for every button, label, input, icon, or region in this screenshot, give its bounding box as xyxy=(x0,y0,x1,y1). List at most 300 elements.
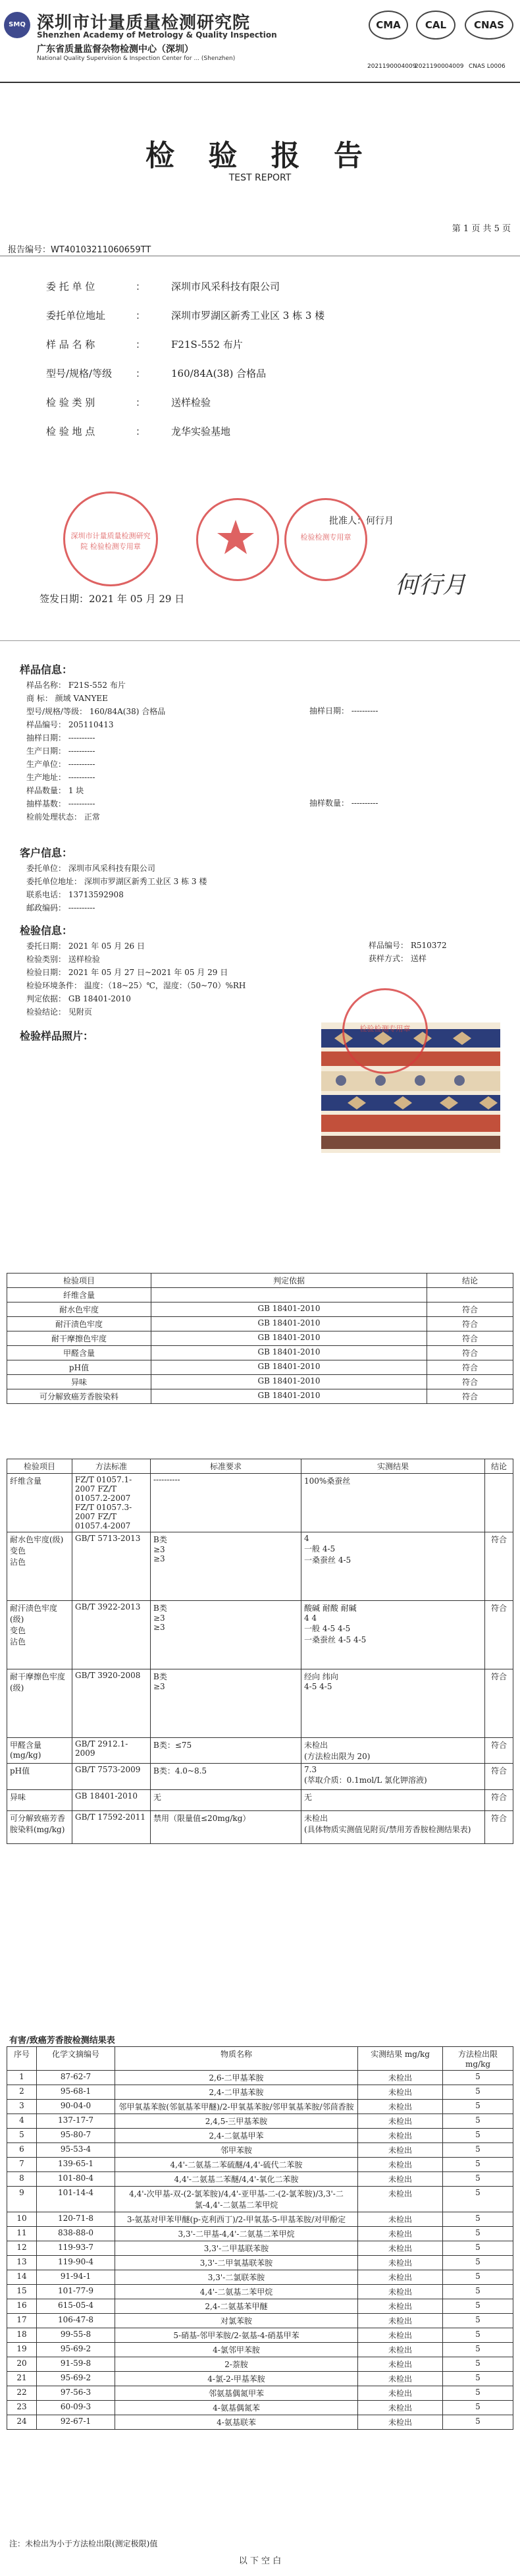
table-cell: 符合 xyxy=(485,1532,513,1601)
kv-value: ---------- xyxy=(68,903,95,912)
table-cell: pH值 xyxy=(7,1360,151,1375)
table-cell: 甲醛含量 xyxy=(7,1346,151,1360)
detail-body xyxy=(7,1474,513,1844)
table-cell: 未检出 xyxy=(358,2270,443,2285)
kv-label: 样品数量： xyxy=(26,786,66,795)
info-value: 深圳市风采科技有限公司 xyxy=(171,281,280,293)
table-cell: GB/T 7573-2009 xyxy=(72,1764,151,1790)
table-cell: 未检出 xyxy=(358,2114,443,2129)
approver-name: 何行月 xyxy=(366,516,394,526)
table-cell: 2 xyxy=(7,2085,37,2100)
table-cell: 91-59-8 xyxy=(37,2357,115,2372)
cnas-cert-icon: CNAS xyxy=(465,11,513,40)
table-cell: 3 xyxy=(7,2100,37,2114)
table-row xyxy=(7,2158,513,2172)
table-cell: 未检出 (方法检出限为 20) xyxy=(301,1738,485,1764)
table-row xyxy=(7,1317,513,1331)
test-row xyxy=(26,939,369,953)
table-cell: 8 xyxy=(7,2172,37,2187)
table-cell: 13 xyxy=(7,2256,37,2270)
table-row xyxy=(7,2085,513,2100)
kv-value: 颜域 VANYEE xyxy=(55,694,108,703)
table-row xyxy=(7,2241,513,2256)
report-title-en: TEST REPORT xyxy=(228,173,292,183)
table-cell: 未检出 xyxy=(358,2386,443,2401)
table-cell: 5 xyxy=(443,2187,513,2212)
table-cell: 符合 xyxy=(427,1389,513,1404)
kv-label: 商 标： xyxy=(26,694,53,703)
column-header: 序号 xyxy=(7,2047,37,2071)
table-cell: 95-53-4 xyxy=(37,2143,115,2158)
sample-row xyxy=(26,744,316,758)
table-cell: 12 xyxy=(7,2241,37,2256)
table-cell: 3-氨基对甲苯甲醚(p-克利西丁)/2-甲氧基-5-甲基苯胺/对甲酚定 xyxy=(115,2212,358,2227)
amine-note: 注：未检出为小于方法检出限(测定极限)值 xyxy=(9,2539,158,2548)
table-cell: 符合 xyxy=(485,1764,513,1790)
table-cell: 5 xyxy=(443,2212,513,2227)
table-cell: 18 xyxy=(7,2328,37,2343)
table-row xyxy=(7,1532,513,1601)
table-cell: GB/T 2912.1-2009 xyxy=(72,1738,151,1764)
table-cell: 4-氨基偶氮苯 xyxy=(115,2401,358,2415)
info-value: 龙华实验基地 xyxy=(171,426,231,437)
table-row xyxy=(7,2071,513,2085)
table-row xyxy=(7,1360,513,1375)
table-cell: 对氯苯胺 xyxy=(115,2314,358,2328)
table-cell: 未检出 xyxy=(358,2085,443,2100)
sample-row xyxy=(26,797,316,810)
sample-row xyxy=(26,705,316,718)
approver-signature: 何行月 xyxy=(395,572,467,599)
kv-value: ---------- xyxy=(68,799,95,808)
table-cell: 3,3'-二甲基-4,4'-二氨基二苯甲烷 xyxy=(115,2227,358,2241)
table-row xyxy=(7,2299,513,2314)
table-row xyxy=(7,2143,513,2158)
column-header: 物质名称 xyxy=(115,2047,358,2071)
end-of-report: 以 下 空 白 xyxy=(238,2556,282,2566)
table-cell: 87-62-7 xyxy=(37,2071,115,2085)
kv-label: 检验环境条件： xyxy=(26,981,82,990)
table-cell: 5 xyxy=(443,2270,513,2285)
report-no xyxy=(8,242,151,255)
table-cell: 7.3 (萃取介质：0.1mol/L 氯化钾溶液) xyxy=(301,1764,485,1790)
table-cell: 838-88-0 xyxy=(37,2227,115,2241)
table-cell: 615-05-4 xyxy=(37,2299,115,2314)
table-cell: 2,6-二甲基苯胺 xyxy=(115,2071,358,2085)
kv-value: 1 块 xyxy=(68,786,84,795)
table-cell: 可分解致癌芳香胺染料 xyxy=(7,1389,151,1404)
table-cell: 异味 xyxy=(7,1790,72,1811)
kv-label: 委托单位地址： xyxy=(26,877,82,886)
table-cell: 未检出 xyxy=(358,2299,443,2314)
table-cell: 5 xyxy=(443,2415,513,2430)
table-cell: 5 xyxy=(443,2129,513,2143)
table-cell: 符合 xyxy=(427,1331,513,1346)
kv-value: 温度：（18~25）℃，湿度：（50~70）%RH xyxy=(84,981,246,990)
test-row xyxy=(26,1005,369,1019)
table-cell: 4 一般 4-5 一桑蚕丝 4-5 xyxy=(301,1532,485,1601)
client-info-heading: 客户信息： xyxy=(20,847,73,859)
table-cell: B类：≤75 xyxy=(151,1738,301,1764)
table-cell: 未检出 xyxy=(358,2172,443,2187)
table-cell: 5 xyxy=(7,2129,37,2143)
header-divider xyxy=(0,82,520,83)
table-cell: 符合 xyxy=(427,1346,513,1360)
table-row xyxy=(7,2187,513,2212)
kv-value: 160/84A(38) 合格品 xyxy=(89,707,166,716)
table-cell: 无 xyxy=(301,1790,485,1811)
table-cell: 91-94-1 xyxy=(37,2270,115,2285)
table-cell: 未检出 xyxy=(358,2143,443,2158)
table-row xyxy=(7,2357,513,2372)
table-cell: 经向 纬向 4-5 4-5 xyxy=(301,1669,485,1738)
sample-row xyxy=(26,679,316,692)
info-row-category: 检 验 类 别 ： 送样检验 xyxy=(46,397,211,408)
table-row xyxy=(7,2100,513,2114)
report-no-label: 报告编号： xyxy=(8,245,51,255)
column-header: 判定依据 xyxy=(151,1274,427,1288)
info-value: F21S-552 布片 xyxy=(171,339,243,350)
kv-value: 送样 xyxy=(410,954,427,963)
table-cell: 95-80-7 xyxy=(37,2129,115,2143)
center-seal xyxy=(196,498,279,581)
info-label: 委托单位地址 xyxy=(46,310,106,322)
table-cell: 10 xyxy=(7,2212,37,2227)
column-header: 实测结果 mg/kg xyxy=(358,2047,443,2071)
table-cell: 23 xyxy=(7,2401,37,2415)
table-row xyxy=(7,1738,513,1764)
org-seal-text: 深圳市计量质量检测研究院 检验检测专用章 xyxy=(70,532,151,551)
info-row-sample: 样 品 名 称 ： F21S-552 布片 xyxy=(46,339,243,350)
table-cell: 139-65-1 xyxy=(37,2158,115,2172)
info-label: 检 验 类 别 xyxy=(46,397,95,408)
table-cell: 14 xyxy=(7,2270,37,2285)
table-row xyxy=(7,2227,513,2241)
table-row xyxy=(7,1389,513,1404)
table-cell: 未检出 xyxy=(358,2212,443,2227)
table-cell: 5 xyxy=(443,2158,513,2172)
table-cell: 纤维含量 xyxy=(7,1474,72,1532)
kv-value: 正常 xyxy=(84,812,100,822)
table-header-row xyxy=(7,2047,513,2071)
table-cell: 未检出 xyxy=(358,2401,443,2415)
org-seal xyxy=(63,491,158,586)
table-row xyxy=(7,2328,513,2343)
table-cell: 未检出 xyxy=(358,2285,443,2299)
kv-label: 检验日期： xyxy=(26,968,66,977)
sample-row xyxy=(26,692,316,705)
table-cell: 5 xyxy=(443,2401,513,2415)
table-cell: 20 xyxy=(7,2357,37,2372)
table-cell: 6 xyxy=(7,2143,37,2158)
kv-label: 样品名称： xyxy=(26,681,66,690)
table-row xyxy=(7,1474,513,1532)
table-cell: 16 xyxy=(7,2299,37,2314)
table-cell: 19 xyxy=(7,2343,37,2357)
kv-label: 委托单位： xyxy=(26,864,66,873)
table-cell: 邻甲氧基苯胺(邻氨基苯甲醚)/2-甲氧基苯胺/邻甲氧基苯胺/邻茴香胺 xyxy=(115,2100,358,2114)
kv-value: 205110413 xyxy=(68,720,114,729)
table-cell: 2,4,5-三甲基苯胺 xyxy=(115,2114,358,2129)
kv-label: 检验结论： xyxy=(26,1007,66,1017)
center-name-en: National Quality Supervision & Inspection Center for ... (Shenzhen) xyxy=(37,55,236,62)
table-cell: GB 18401-2010 xyxy=(151,1302,427,1317)
table-cell: B类：4.0~8.5 xyxy=(151,1764,301,1790)
sample-row xyxy=(26,731,316,744)
table-cell: 5 xyxy=(443,2343,513,2357)
client-info-block xyxy=(26,862,395,914)
table-cell: 酸碱 耐酸 耐碱 4 4 一般 4-5 4-5 一桑蚕丝 4-5 4-5 xyxy=(301,1601,485,1669)
table-cell: GB/T 3920-2008 xyxy=(72,1669,151,1738)
table-cell: 17 xyxy=(7,2314,37,2328)
kv-value: 送样检验 xyxy=(68,955,100,964)
kv-label: 样品编号： xyxy=(26,720,66,729)
table-cell: 4,4'-二氨基二苯甲烷 xyxy=(115,2285,358,2299)
table-cell: 2,4-二氨基甲苯 xyxy=(115,2129,358,2143)
info-label: 委 托 单 位 xyxy=(46,281,95,293)
table-cell: 符合 xyxy=(427,1375,513,1389)
table-cell: 5 xyxy=(443,2386,513,2401)
cal-cert-icon: CAL xyxy=(416,11,455,40)
sample-info-heading: 样品信息： xyxy=(20,663,73,676)
test-row xyxy=(26,992,369,1005)
table-cell: GB 18401-2010 xyxy=(151,1317,427,1331)
table-cell: 未检出 xyxy=(358,2343,443,2357)
table-cell: 4-氯-2-甲基苯胺 xyxy=(115,2372,358,2386)
table-cell: 符合 xyxy=(427,1302,513,1317)
table-cell: 4 xyxy=(7,2114,37,2129)
column-header: 检验项目 xyxy=(7,1459,72,1474)
table-cell: 90-04-0 xyxy=(37,2100,115,2114)
kv-value: ---------- xyxy=(351,798,378,808)
table-cell: 邻甲苯胺 xyxy=(115,2143,358,2158)
table-cell: GB 18401-2010 xyxy=(151,1375,427,1389)
kv-label: 抽样日期： xyxy=(26,733,66,742)
report-title: 检 验 报 告 xyxy=(145,139,375,173)
kv-label: 联系电话： xyxy=(26,890,66,899)
table-cell: 5 xyxy=(443,2085,513,2100)
table-cell: 137-17-7 xyxy=(37,2114,115,2129)
table-cell: 禁用（限量值≤20mg/kg） xyxy=(151,1811,301,1844)
client-row xyxy=(26,888,395,901)
table-cell: GB 18401-2010 xyxy=(151,1331,427,1346)
sample-method xyxy=(369,953,427,964)
sample-info-block xyxy=(26,679,316,824)
info-value: 深圳市罗湖区新秀工业区 3 栋 3 楼 xyxy=(171,310,325,322)
sample-row xyxy=(26,784,316,797)
table-cell: 22 xyxy=(7,2386,37,2401)
table-cell: GB/T 3922-2013 xyxy=(72,1601,151,1669)
table-cell: 3,3'-二氯联苯胺 xyxy=(115,2270,358,2285)
table-cell: 纤维含量 xyxy=(7,1288,151,1302)
smq-logo: SMQ xyxy=(4,12,30,38)
table-row xyxy=(7,1346,513,1360)
table-cell: GB 18401-2010 xyxy=(151,1389,427,1404)
table-cell: 耐水色牢度(级) 变色 沾色 xyxy=(7,1532,72,1601)
amine-heading: 有害/致癌芳香胺检测结果表 xyxy=(9,2036,115,2046)
kv-label: 型号/规格/等级： xyxy=(26,707,88,716)
table-cell: 甲醛含量(mg/kg) xyxy=(7,1738,72,1764)
column-header: 化学文摘编号 xyxy=(37,2047,115,2071)
sample-row xyxy=(26,810,316,824)
table-cell: B类 ≥3 ≥3 xyxy=(151,1532,301,1601)
photo-heading: 检验样品照片： xyxy=(20,1030,94,1042)
table-row xyxy=(7,1811,513,1844)
table-cell: 5 xyxy=(443,2256,513,2270)
table-cell: GB/T 5713-2013 xyxy=(72,1532,151,1601)
table-row xyxy=(7,2212,513,2227)
column-header: 结论 xyxy=(485,1459,513,1474)
sample-row xyxy=(26,771,316,784)
column-header: 方法检出限 mg/kg xyxy=(443,2047,513,2071)
table-row xyxy=(7,2256,513,2270)
table-row xyxy=(7,2401,513,2415)
table-cell: 2-萘胺 xyxy=(115,2357,358,2372)
table-cell: 耐干摩擦色牢度 xyxy=(7,1331,151,1346)
table-cell: 4,4'-二氨基二苯醚/4,4'-氧化二苯胺 xyxy=(115,2172,358,2187)
table-cell: 未检出 xyxy=(358,2227,443,2241)
issue-date: 签发日期：2021 年 05 月 29 日 xyxy=(39,593,185,605)
column-header: 检验项目 xyxy=(7,1274,151,1288)
table-row xyxy=(7,2270,513,2285)
table-row xyxy=(7,2343,513,2357)
table-cell: 3,3'-二甲氧基联苯胺 xyxy=(115,2256,358,2270)
kv-label: 抽样基数： xyxy=(26,799,66,808)
table-cell: 未检出 xyxy=(358,2256,443,2270)
table-cell: 2,4-二氨基苯甲醚 xyxy=(115,2299,358,2314)
table-cell: B类 ≥3 ≥3 xyxy=(151,1601,301,1669)
table-cell: 99-55-8 xyxy=(37,2328,115,2343)
table-row xyxy=(7,2314,513,2328)
summary-table xyxy=(7,1273,513,1404)
table-row xyxy=(7,2386,513,2401)
table-cell: 100%桑蚕丝 xyxy=(301,1474,485,1532)
kv-value: 深圳市罗湖区新秀工业区 3 栋 3 楼 xyxy=(84,877,207,886)
test-row xyxy=(26,979,369,992)
table-row xyxy=(7,1331,513,1346)
client-row xyxy=(26,901,395,914)
table-cell: 未检出 xyxy=(358,2241,443,2256)
table-row xyxy=(7,1302,513,1317)
kv-label: 生产单位： xyxy=(26,760,66,769)
table-cell: 101-14-4 xyxy=(37,2187,115,2212)
table-row xyxy=(7,2285,513,2299)
section-divider xyxy=(0,640,520,641)
table-cell: 未检出 xyxy=(358,2187,443,2212)
info-label: 样 品 名 称 xyxy=(46,339,95,350)
table-cell: GB 18401-2010 xyxy=(72,1790,151,1811)
table-cell: 未检出 xyxy=(358,2314,443,2328)
table-cell: 未检出 (具体物质实测值见附页/禁用芳香胺检测结果表) xyxy=(301,1811,485,1844)
column-header: 标准要求 xyxy=(151,1459,301,1474)
table-cell: 21 xyxy=(7,2372,37,2386)
cma-cert-icon: CMA xyxy=(369,11,408,40)
table-row xyxy=(7,1601,513,1669)
table-cell: 未检出 xyxy=(358,2071,443,2085)
table-cell xyxy=(151,1288,427,1302)
info-row-client: 委 托 单 位 ： 深圳市风采科技有限公司 xyxy=(46,281,280,293)
table-cell: 符合 xyxy=(485,1669,513,1738)
table-cell: ---------- xyxy=(151,1474,301,1532)
table-cell: 5 xyxy=(443,2100,513,2114)
table-cell: 4,4'-二氨基二苯硫醚/4,4'-硫代二苯胺 xyxy=(115,2158,358,2172)
test-info-block xyxy=(26,939,369,1019)
table-cell: GB/T 17592-2011 xyxy=(72,1811,151,1844)
table-row xyxy=(7,1288,513,1302)
kv-value: ---------- xyxy=(68,746,95,756)
table-cell: 异味 xyxy=(7,1375,151,1389)
kv-value: GB 18401-2010 xyxy=(68,994,131,1003)
table-row xyxy=(7,2114,513,2129)
table-cell: GB 18401-2010 xyxy=(151,1360,427,1375)
table-cell: 符合 xyxy=(427,1360,513,1375)
table-cell: pH值 xyxy=(7,1764,72,1790)
table-cell: 3,3'-二甲基联苯胺 xyxy=(115,2241,358,2256)
table-cell: 符合 xyxy=(485,1811,513,1844)
client-row xyxy=(26,862,395,875)
table-header-row xyxy=(7,1459,513,1474)
table-cell: 101-80-4 xyxy=(37,2172,115,2187)
sampling-base xyxy=(309,797,378,808)
table-row xyxy=(7,1375,513,1389)
sampling-date xyxy=(309,705,378,716)
table-cell: 符合 xyxy=(485,1790,513,1811)
kv-value: ---------- xyxy=(351,706,378,715)
table-row xyxy=(7,1669,513,1738)
table-cell: 耐汗渍色牢度 xyxy=(7,1317,151,1331)
kv-value: ---------- xyxy=(68,733,95,742)
table-cell: 97-56-3 xyxy=(37,2386,115,2401)
table-row xyxy=(7,2129,513,2143)
table-cell: 未检出 xyxy=(358,2328,443,2343)
table-cell: 4-氯邻甲苯胺 xyxy=(115,2343,358,2357)
summary-body xyxy=(7,1288,513,1404)
table-cell: 106-47-8 xyxy=(37,2314,115,2328)
table-cell: FZ/T 01057.1-2007 FZ/T 01057.2-2007 FZ/T 01057.3-2007 FZ/T 01057.4-2007 xyxy=(72,1474,151,1532)
table-cell xyxy=(427,1288,513,1302)
kv-label: 委托日期： xyxy=(26,941,66,951)
approver xyxy=(329,514,394,527)
table-row xyxy=(7,2372,513,2386)
column-header: 方法标准 xyxy=(72,1459,151,1474)
table-cell: 95-69-2 xyxy=(37,2343,115,2357)
photo-seal xyxy=(342,988,428,1074)
kv-value: ---------- xyxy=(68,773,95,782)
table-cell: B类 ≥3 xyxy=(151,1669,301,1738)
kv-label: 检前处理状态： xyxy=(26,812,82,822)
sample-code xyxy=(369,939,447,951)
table-cell: 119-90-4 xyxy=(37,2256,115,2270)
kv-value: F21S-552 布片 xyxy=(68,681,126,690)
org-name-cn: 深圳市计量质量检测研究院 xyxy=(37,13,251,33)
table-cell: 101-77-9 xyxy=(37,2285,115,2299)
amine-body xyxy=(7,2071,513,2430)
table-cell: 5 xyxy=(443,2227,513,2241)
info-label: 检 验 地 点 xyxy=(46,426,95,437)
seal-star-icon xyxy=(198,500,273,575)
table-cell: 120-71-8 xyxy=(37,2212,115,2227)
info-value: 送样检验 xyxy=(171,397,211,408)
table-cell: 119-93-7 xyxy=(37,2241,115,2256)
table-cell: 95-69-2 xyxy=(37,2372,115,2386)
report-no-value: WT40103211060659TT xyxy=(51,245,151,255)
table-cell: 耐水色牢度 xyxy=(7,1302,151,1317)
table-cell: 5 xyxy=(443,2071,513,2085)
table-cell: 5-硝基-邻甲苯胺/2-氨基-4-硝基甲苯 xyxy=(115,2328,358,2343)
table-cell: 95-68-1 xyxy=(37,2085,115,2100)
table-row xyxy=(7,2415,513,2430)
table-cell: 5 xyxy=(443,2357,513,2372)
